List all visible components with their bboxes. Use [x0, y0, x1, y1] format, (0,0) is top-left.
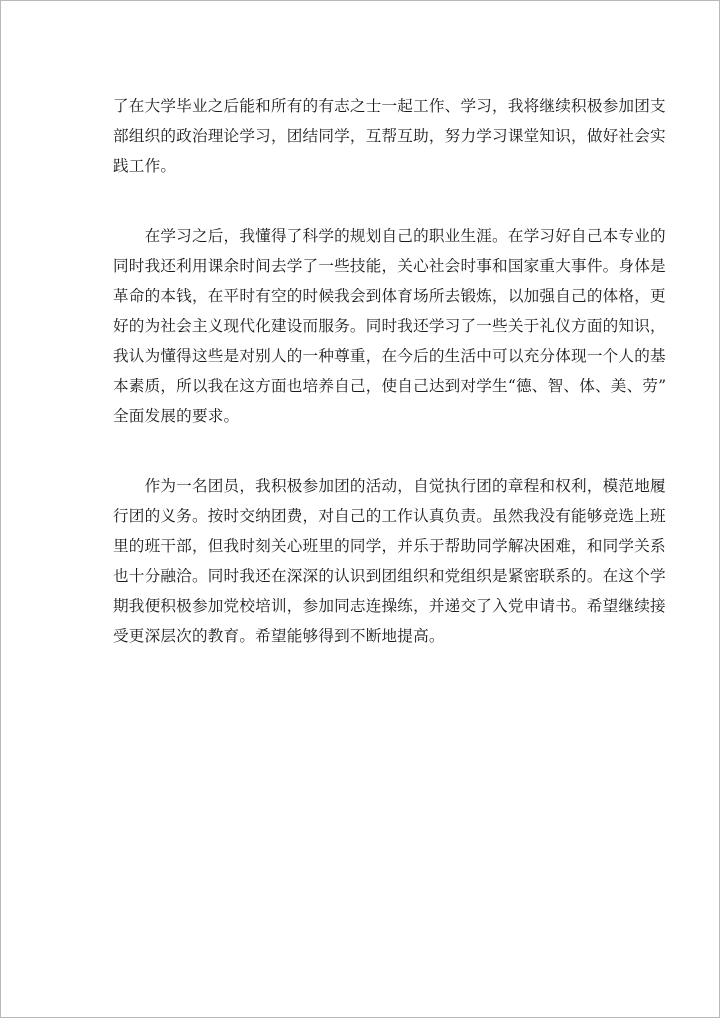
- paragraph-3: [113, 471, 666, 651]
- text-line: 行团的义务。按时交纳团费，对自己的工作认真负责。虽然我没有能够竞选上班: [113, 507, 666, 525]
- paragraph-2: [113, 221, 667, 431]
- text-line: 全面发展的要求。: [113, 407, 240, 425]
- text-line: 了在大学毕业之后能和所有的有志之士一起工作、学习，我将继续积极参加团支: [113, 97, 666, 115]
- text-line: 受更深层次的教育。希望能够得到不断地提高。: [113, 627, 445, 645]
- document-body: [113, 91, 667, 651]
- text-line: 里的班干部，但我时刻关心班里的同学，并乐于帮助同学解决困难，和同学关系: [113, 537, 666, 555]
- text-line: 本素质，所以我在这方面也培养自己，使自己达到对学生“德、智、体、美、劳”: [113, 377, 667, 395]
- text-line: 革命的本钱，在平时有空的时候我会到体育场所去锻炼，以加强自己的体格，更: [113, 287, 666, 305]
- text-line: 同时我还利用课余时间去学了一些技能，关心社会时事和国家重大事件。身体是: [113, 257, 666, 275]
- text-line: 好的为社会主义现代化建设而服务。同时我还学习了一些关于礼仪方面的知识，: [113, 317, 666, 335]
- text-line: 也十分融洽。同时我还在深深的认识到团组织和党组织是紧密联系的。在这个学: [113, 567, 666, 585]
- text-line: 践工作。: [113, 157, 177, 175]
- text-line: 部组织的政治理论学习，团结同学，互帮互助，努力学习课堂知识，做好社会实: [113, 127, 666, 145]
- text-line: 我认为懂得这些是对别人的一种尊重，在今后的生活中可以充分体现一个人的基: [113, 347, 666, 365]
- text-line: 在学习之后，我懂得了科学的规划自己的职业生涯。在学习好自己本专业的: [113, 227, 666, 245]
- paragraph-1: [113, 91, 666, 181]
- text-line: 作为一名团员，我积极参加团的活动，自觉执行团的章程和权利，模范地履: [113, 477, 666, 495]
- text-line: 期我便积极参加党校培训，参加同志连操练，并递交了入党申请书。希望继续接: [113, 597, 666, 615]
- paragraph-gap: [113, 181, 613, 221]
- paragraph-gap: [113, 431, 613, 471]
